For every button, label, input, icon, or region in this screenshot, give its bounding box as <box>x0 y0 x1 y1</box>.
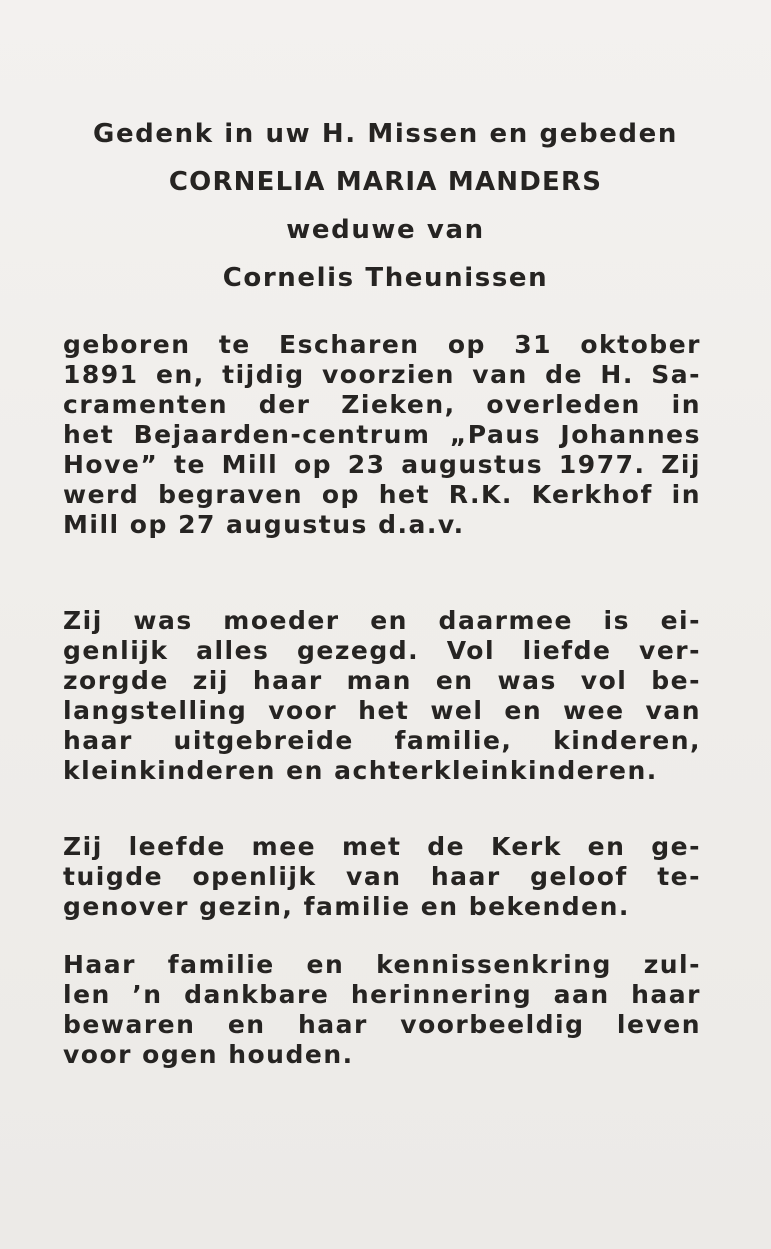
text-line: geboren te Escharen op 31 oktober <box>63 330 701 359</box>
text-line: voor ogen houden. <box>63 1040 354 1069</box>
text-line: Haar familie en kennissenkring zul- <box>63 950 701 979</box>
paragraph-biography <box>63 330 701 540</box>
paragraph-mother <box>63 606 701 786</box>
text-line: bewaren en haar voorbeeldig leven <box>63 1010 701 1039</box>
text-line: Zij was moeder en daarmee is ei- <box>63 606 701 635</box>
widow-of-line: weduwe van <box>286 215 485 245</box>
text-line: zorgde zij haar man en was vol be- <box>63 666 701 695</box>
text-line: tuigde openlijk van haar geloof te- <box>63 862 701 891</box>
card-header <box>0 118 771 310</box>
paragraph-family <box>63 950 701 1070</box>
text-line: genlijk alles gezegd. Vol liefde ver- <box>63 636 701 665</box>
text-line: genover gezin, familie en bekenden. <box>63 892 630 921</box>
deceased-name: CORNELIA MARIA MANDERS <box>168 167 603 197</box>
text-line: het Bejaarden-centrum „Paus Johannes <box>63 420 701 449</box>
text-line: 1891 en, tijdig voorzien van de H. Sa- <box>63 360 701 389</box>
text-line: langstelling voor het wel en wee van <box>63 696 701 725</box>
paragraph-church <box>63 832 701 922</box>
remembrance-line: Gedenk in uw H. Missen en gebeden <box>93 119 678 149</box>
text-line: Mill op 27 augustus d.a.v. <box>63 510 465 539</box>
spouse-name: Cornelis Theunissen <box>222 263 549 293</box>
text-line: Hove” te Mill op 23 augustus 1977. Zij <box>63 450 701 479</box>
text-line: haar uitgebreide familie, kinderen, <box>63 726 701 755</box>
text-line: cramenten der Zieken, overleden in <box>63 390 701 419</box>
text-line: werd begraven op het R.K. Kerkhof in <box>63 480 701 509</box>
text-line: kleinkinderen en achterkleinkinderen. <box>63 756 658 785</box>
text-line: len ’n dankbare herinnering aan haar <box>63 980 701 1009</box>
text-line: Zij leefde mee met de Kerk en ge- <box>63 832 701 861</box>
